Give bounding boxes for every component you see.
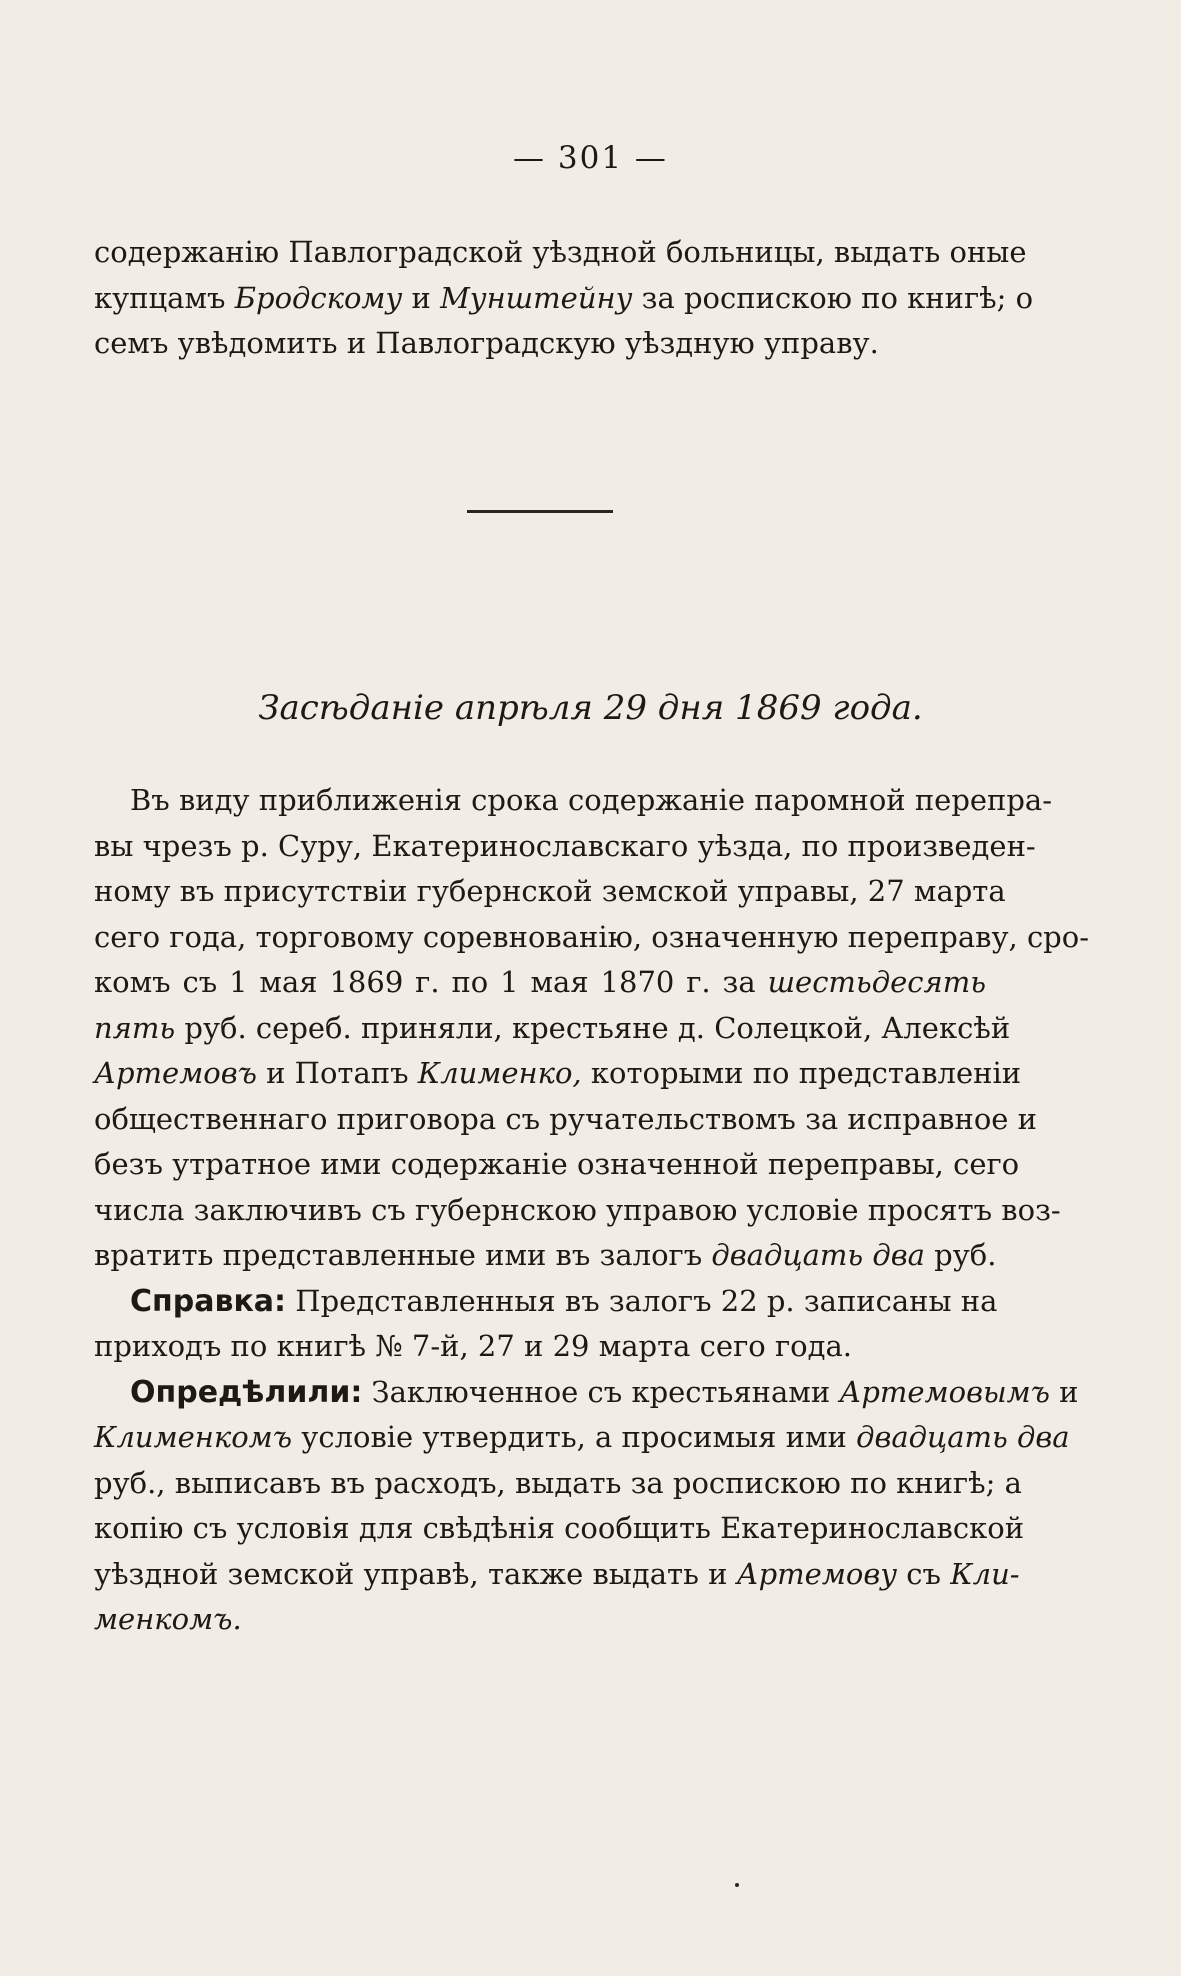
text-run: и Потапъ <box>256 1056 418 1090</box>
para-line <box>94 1006 1011 1052</box>
spravka-line <box>94 1279 998 1325</box>
name-klimenko: Кли- <box>950 1556 1020 1591</box>
opredelili-label: Опредѣлили: <box>130 1374 363 1410</box>
name-artemov: Артемовъ <box>94 1056 257 1090</box>
name-munshtein: Мунштейну <box>440 280 633 315</box>
intro-paragraph <box>94 230 1034 367</box>
para-line: вы чрезъ р. Суру, Екатеринославскаго уѣзда, по произведен- <box>94 828 1036 863</box>
para-line: числа заключивъ съ губернскою управою условіе просятъ воз- <box>94 1192 1061 1227</box>
text-run: и <box>1049 1374 1079 1409</box>
para-line: ному въ присутствіи губернской земской управы, 27 марта <box>94 874 1006 908</box>
opredelili-line <box>94 1415 1070 1461</box>
text-run: съ <box>897 1556 951 1591</box>
intro-line: содержанію Павлоградской уѣздной больницы, выдать оные <box>94 235 1027 269</box>
amount-italic: двадцать два <box>711 1238 925 1272</box>
text-run: руб. сереб. приняли, крестьяне д. Солецкой, Алексѣй <box>175 1010 1011 1045</box>
name-artemov: Артемову <box>736 1556 898 1591</box>
para-line: сего года, торговому соревнованію, означенную переправу, сро- <box>94 919 1090 954</box>
para-line: общественнаго приговора съ ручательствомъ за исправное и <box>94 1101 1037 1136</box>
para-line: безъ утратное ими содержаніе означенной переправы, сего <box>94 1147 1020 1181</box>
text-run: вратить представленные ими въ залогъ <box>94 1238 712 1272</box>
session-heading: Засѣданіе апрѣля 29 дня 1869 года. <box>258 688 923 728</box>
name-klimenko: Клименкомъ <box>94 1420 293 1454</box>
opredelili-line: руб., выписавъ въ расходъ, выдать за роспискою по книгѣ; а <box>94 1465 1022 1500</box>
opredelili-line: копію съ условія для свѣдѣнія сообщить Екатеринославской <box>94 1511 1025 1545</box>
text-run: купцамъ <box>94 280 235 315</box>
text-run: которыми по представленіи <box>581 1056 1022 1090</box>
text-run: за роспискою по книгѣ; о <box>632 280 1034 315</box>
spravka-line: приходъ по книгѣ № 7-й, 27 и 29 марта сего года. <box>94 1329 852 1363</box>
opredelili-line <box>94 1552 1020 1598</box>
para-line <box>94 1051 1022 1097</box>
text-run: Представленныя въ залогъ 22 р. записаны на <box>286 1283 998 1318</box>
text-run: условіе утвердить, а просимыя ими <box>292 1420 857 1454</box>
name-klimenko: Клименко, <box>417 1056 582 1090</box>
main-paragraph <box>94 778 1090 1643</box>
ink-speck <box>735 1883 739 1887</box>
name-artemov: Артемовымъ <box>839 1374 1050 1409</box>
intro-line: семъ увѣдомить и Павлоградскую уѣздную управу. <box>94 326 879 360</box>
opredelili-line: менкомъ. <box>94 1602 242 1636</box>
amount-italic: пять <box>94 1010 176 1045</box>
para-line: Въ виду приближенія срока содержаніе паромной перепра- <box>130 783 1053 817</box>
text-run: руб. <box>924 1238 997 1272</box>
para-line <box>94 960 986 1006</box>
opredelili-line <box>94 1370 1079 1416</box>
text-run: комъ съ 1 мая 1869 г. по 1 мая 1870 г. за <box>94 965 768 999</box>
section-divider <box>467 510 613 513</box>
page-number: — 301 — <box>513 140 668 176</box>
spravka-label: Справка: <box>130 1283 287 1319</box>
amount-italic: двадцать два <box>856 1420 1070 1454</box>
intro-line <box>94 276 1034 322</box>
text-run: уѣздной земской управѣ, также выдать и <box>94 1556 737 1591</box>
text-run: Заключенное съ крестьянами <box>362 1374 840 1409</box>
para-line <box>94 1233 997 1279</box>
text-run: и <box>402 280 441 315</box>
amount-italic: шестьдесять <box>767 965 986 999</box>
name-brodsky: Бродскому <box>234 280 403 315</box>
